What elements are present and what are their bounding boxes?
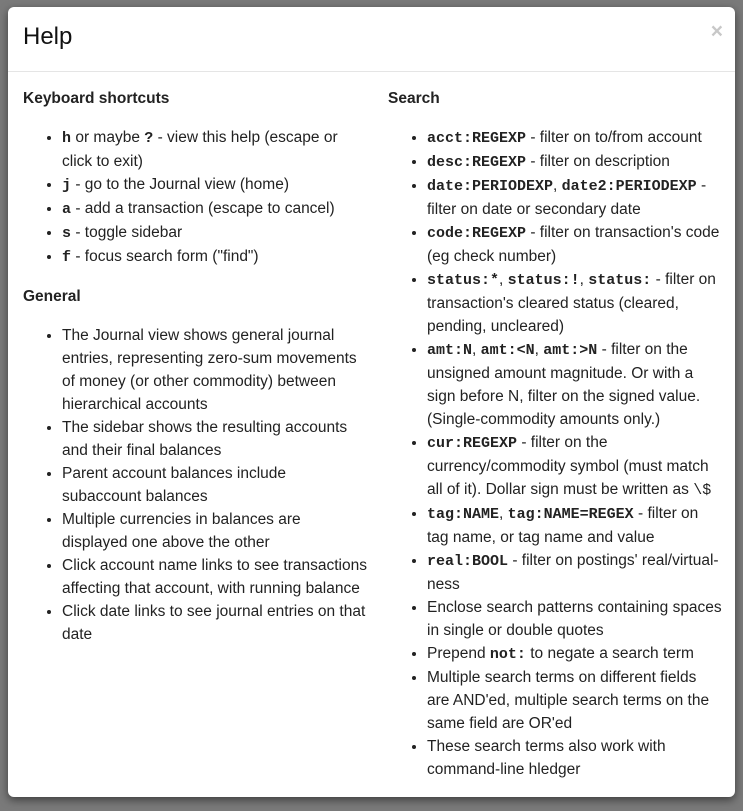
search-term-code: tag:NAME=REGEX: [507, 506, 634, 523]
search-term-code: tag:NAME: [427, 506, 500, 523]
search-term-code: f: [62, 249, 72, 266]
search-term-code: code:REGEXP: [427, 225, 527, 242]
search-term-code: a: [62, 201, 72, 218]
list-item: [62, 508, 368, 554]
search-heading: Search: [388, 90, 440, 107]
list-item: [62, 416, 368, 462]
search-term-code: amt:N: [427, 342, 473, 359]
list-item: [62, 554, 368, 600]
list-item: [62, 462, 368, 508]
list-item: [427, 268, 723, 338]
search-term-code: date:PERIODEXP: [427, 178, 554, 195]
list-item: [427, 221, 723, 268]
list-item: [62, 197, 368, 221]
item-text: Click account name links to see transactions affecting that account, with running balance: [62, 557, 367, 597]
search-list: [388, 126, 723, 781]
search-term-code: not:: [489, 646, 526, 663]
list-item: [427, 174, 723, 221]
item-text: - toggle sidebar: [71, 224, 183, 241]
item-text: The sidebar shows the resulting accounts and their final balances: [62, 419, 348, 459]
close-button[interactable]: ×: [710, 20, 723, 43]
general-list: [23, 324, 368, 646]
item-text: - filter on transaction's code (eg check number): [427, 224, 720, 265]
item-text: Enclose search patterns containing spaces in single or double quotes: [427, 599, 722, 639]
item-text: ,: [499, 505, 508, 522]
general-heading: General: [23, 288, 81, 305]
item-text: ,: [579, 271, 589, 288]
search-term-code: status:!: [507, 272, 580, 289]
search-term-code: status:*: [427, 272, 500, 289]
search-term-code: acct:REGEXP: [427, 130, 527, 147]
search-term-code: cur:REGEXP: [427, 435, 518, 452]
modal-title: Help: [23, 23, 73, 50]
list-item: [62, 600, 368, 646]
item-text: - view this help (escape or click to exit): [62, 129, 338, 170]
item-text: Click date links to see journal entries on that date: [62, 603, 366, 643]
search-term-code: ?: [144, 130, 154, 147]
list-item: [62, 173, 368, 197]
item-text: - filter on postings' real/virtual-ness: [427, 552, 719, 593]
item-text: ,: [499, 271, 508, 288]
search-term-code: status:: [588, 272, 652, 289]
item-text: Multiple search terms on different fields are AND'ed, multiple search terms on the same field are OR'ed: [427, 669, 710, 732]
list-item: [62, 126, 368, 173]
item-text: ,: [553, 177, 562, 194]
search-term-code: amt:>N: [543, 342, 598, 359]
list-item: [62, 221, 368, 245]
item-text: Parent account balances include subaccount balances: [62, 465, 287, 505]
item-text: ,: [534, 341, 544, 358]
list-item: [427, 126, 723, 150]
list-item: [427, 549, 723, 596]
item-text: Multiple currencies in balances are displayed one above the other: [62, 511, 301, 551]
item-text: The Journal view shows general journal entries, representing zero-sum movements of money (or other commodity) between hierarchical accounts: [62, 327, 357, 413]
item-text: ,: [472, 341, 481, 358]
list-item: [427, 502, 723, 549]
right-column: [388, 87, 723, 797]
search-term-code: date2:PERIODEXP: [561, 178, 697, 195]
list-item: [62, 245, 368, 269]
item-text: - filter on the currency/commodity symbol (must match all of it). Dollar sign must be written as: [427, 434, 709, 498]
modal-header: [8, 7, 735, 72]
list-item: [427, 596, 723, 642]
item-text: - filter on to/from account: [526, 129, 702, 146]
keyboard-shortcuts-heading: Keyboard shortcuts: [23, 90, 170, 107]
item-text: or maybe: [71, 129, 145, 146]
search-term-code: real:BOOL: [427, 553, 509, 570]
item-text: - add a transaction (escape to cancel): [71, 200, 335, 217]
item-text: - filter on date or secondary date: [427, 177, 707, 218]
list-item: [427, 642, 723, 666]
left-column: [23, 87, 368, 662]
search-term-code: \$: [693, 482, 712, 499]
search-term-code: j: [62, 177, 72, 194]
search-term-code: h: [62, 130, 72, 147]
list-item: [427, 338, 723, 431]
list-item: [62, 324, 368, 416]
item-text: - filter on description: [526, 153, 670, 170]
list-item: [427, 666, 723, 735]
search-term-code: s: [62, 225, 72, 242]
item-text: These search terms also work with command-line hledger: [427, 738, 666, 778]
search-term-code: amt:<N: [480, 342, 535, 359]
item-text: to negate a search term: [525, 645, 694, 662]
list-item: [427, 735, 723, 781]
keyboard-shortcuts-list: [23, 126, 368, 269]
item-text: Prepend: [427, 645, 490, 662]
item-text: - focus search form ("find"): [71, 248, 259, 265]
help-modal: [8, 7, 735, 797]
item-text: - filter on transaction's cleared status (cleared, pending, uncleared): [427, 271, 716, 335]
item-text: - filter on the unsigned amount magnitude. Or with a sign before N, filter on the signed value. (Single-commodity amounts only.): [427, 341, 701, 428]
search-term-code: desc:REGEXP: [427, 154, 527, 171]
list-item: [427, 431, 723, 502]
item-text: - filter on tag name, or tag name and value: [427, 505, 699, 546]
list-item: [427, 150, 723, 174]
item-text: - go to the Journal view (home): [71, 176, 289, 193]
